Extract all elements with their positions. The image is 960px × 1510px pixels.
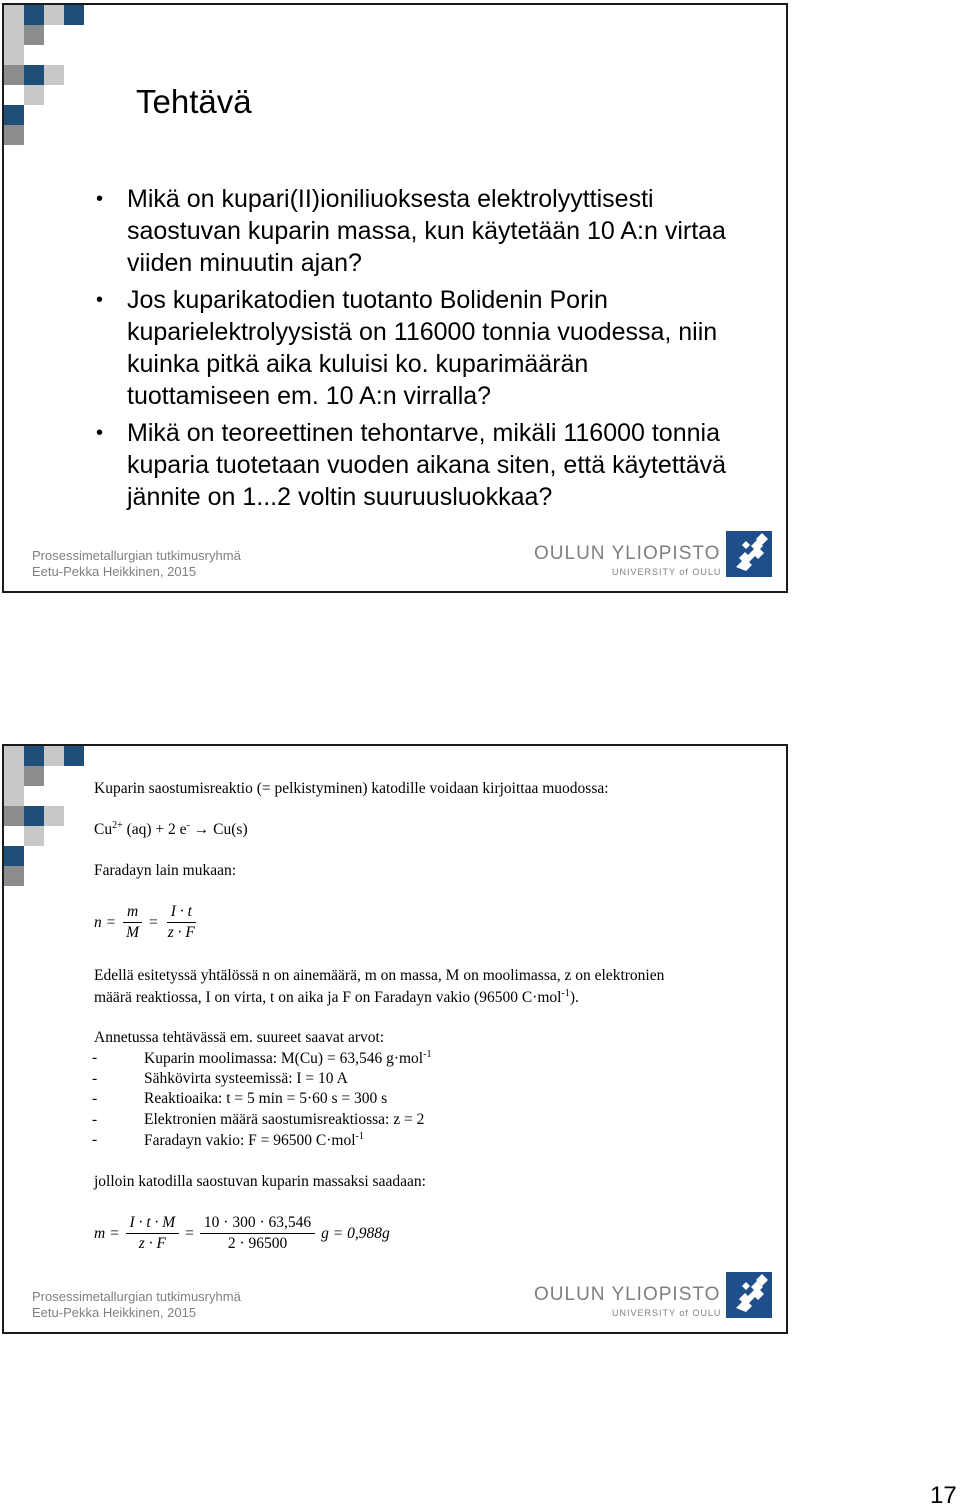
unit-superscript: -1	[561, 988, 570, 999]
dash-marker: -	[92, 1069, 98, 1087]
given-value: Elektronien määrä saostumisreaktiossa: z = 2	[144, 1110, 425, 1128]
electron-superscript: -	[186, 820, 190, 831]
arrow-icon: →	[189, 821, 214, 839]
deco-square	[4, 5, 24, 25]
footer-group: Prosessimetallurgian tutkimusryhmä	[32, 1289, 241, 1304]
explanation-text: määrä reaktiossa, I on virta, t on aika ja F on Faradayn vakio (96500 C·mol	[94, 989, 562, 1007]
bullet-icon: •	[96, 289, 104, 311]
given-value: Sähkövirta systeemissä: I = 10 A	[144, 1069, 348, 1087]
result-heading: jolloin katodilla saostuvan kuparin massaksi saadaan:	[94, 1173, 426, 1190]
fraction-denominator: z · F	[167, 924, 195, 941]
reactant-label: Cu	[94, 821, 113, 839]
logo-sub-text: UNIVERSITY of OULU	[612, 1308, 722, 1318]
deco-square	[24, 25, 44, 45]
deco-square	[4, 866, 24, 886]
deco-square	[24, 806, 44, 826]
university-logo-text	[534, 1284, 722, 1318]
dash-marker: -	[92, 1110, 98, 1128]
deco-square	[4, 766, 24, 786]
fraction	[200, 1214, 315, 1253]
faraday-equation	[94, 903, 199, 942]
fraction	[164, 903, 199, 942]
dash-marker: -	[92, 1090, 98, 1108]
dash-marker: -	[92, 1049, 98, 1066]
deco-square	[4, 65, 24, 85]
bullet-text: Mikä on teoreettinen tehontarve, mikäli 116000 tonnia kuparia tuotetaan vuoden aikana siten, että käytettävä jännite on 1...2 voltin suuruusluokkaa?	[127, 419, 727, 511]
slide-footer	[32, 548, 241, 580]
footer-author: Eetu-Pekka Heikkinen, 2015	[32, 564, 197, 579]
fraction-denominator: z · F	[138, 1235, 166, 1252]
given-value	[144, 1049, 431, 1068]
equation-lhs: n =	[94, 913, 117, 931]
fraction-denominator: M	[126, 924, 140, 941]
faraday-heading: Faradayn lain mukaan:	[94, 862, 237, 879]
given-heading: Annetussa tehtävässä em. suureet saavat arvot:	[94, 1029, 385, 1046]
mass-equation	[94, 1214, 390, 1253]
deco-square	[4, 786, 24, 806]
reaction-equation	[94, 820, 248, 839]
reaction-middle: (aq) + 2 e	[122, 821, 187, 839]
logo-main-text: OULUN YLIOPISTO	[534, 1284, 721, 1305]
task-bullet-list	[94, 183, 734, 518]
reaction-intro: Kuparin saostumisreaktio (= pelkistyminen) katodille voidaan kirjoittaa muodossa:	[94, 780, 609, 797]
given-value: Reaktioaika: t = 5 min = 5·60 s = 300 s	[144, 1090, 388, 1108]
equals-sign: =	[185, 1224, 194, 1242]
bullet-icon: •	[96, 422, 104, 444]
deco-square	[4, 806, 24, 826]
bullet-text: Jos kuparikatodien tuotanto Bolidenin Porin kuparielektrolyysistä on 116000 tonnia vuodessa, niin kuinka pitkä aika kuluisi ko. kuparimäärän tuottamiseen em. 10 A:n virralla?	[127, 286, 718, 410]
given-text: Faradayn vakio: F = 96500 C·mol	[144, 1132, 356, 1150]
deco-square	[4, 125, 24, 145]
logo-main-text: OULUN YLIOPISTO	[534, 543, 721, 564]
explanation-line-1: Edellä esitetyssä yhtälössä n on ainemäärä, m on massa, M on moolimassa, z on elektronien	[94, 967, 665, 984]
fraction-numerator: I · t	[167, 903, 196, 923]
fraction-numerator: m	[123, 903, 142, 923]
fraction-denominator: 2 · 96500	[227, 1235, 288, 1252]
list-item	[94, 284, 734, 412]
unit-superscript: -1	[423, 1049, 432, 1060]
deco-square	[64, 5, 84, 25]
explanation-line-2	[94, 988, 579, 1007]
equation-lhs: m =	[94, 1224, 120, 1242]
unit-superscript: -1	[355, 1131, 364, 1143]
dash-marker: -	[92, 1131, 98, 1149]
deco-square	[4, 45, 24, 65]
fraction	[126, 1214, 180, 1253]
university-logo-text	[534, 543, 722, 577]
deco-square	[44, 746, 64, 766]
given-value	[144, 1131, 364, 1150]
fraction	[122, 903, 143, 942]
given-text: Kuparin moolimassa: M(Cu) = 63,546 g·mol	[144, 1050, 424, 1068]
list-item	[94, 183, 734, 279]
bullet-text: Mikä on kupari(II)ioniliuoksesta elektrolyyttisesti saostuvan kuparin massa, kun käytetään 10 A:n virtaa viiden minuutin ajan?	[127, 185, 726, 277]
fraction-numerator: I · t · M	[126, 1214, 180, 1234]
deco-square	[24, 65, 44, 85]
deco-square	[24, 826, 44, 846]
deco-square	[4, 846, 24, 866]
footer-group: Prosessimetallurgian tutkimusryhmä	[32, 548, 241, 563]
page-number: 17	[930, 1482, 957, 1509]
list-item	[94, 417, 734, 513]
deco-square	[44, 5, 64, 25]
explanation-end: ).	[569, 989, 579, 1007]
charge-superscript: 2+	[112, 820, 123, 831]
deco-square	[44, 806, 64, 826]
slide-footer	[32, 1289, 241, 1321]
logo-sub-text: UNIVERSITY of OULU	[612, 567, 722, 577]
slide-task	[2, 3, 788, 593]
deco-square	[4, 105, 24, 125]
deco-square	[24, 85, 44, 105]
university-logo-icon	[726, 531, 772, 577]
deco-square	[24, 5, 44, 25]
reaction-product: Cu(s)	[213, 821, 248, 839]
fraction-numerator: 10 · 300 · 63,546	[200, 1214, 315, 1234]
deco-square	[64, 746, 84, 766]
equation-result: g = 0,988g	[321, 1224, 390, 1242]
bullet-icon: •	[96, 188, 104, 210]
university-logo-icon	[726, 1272, 772, 1318]
deco-square	[24, 766, 44, 786]
deco-square	[44, 65, 64, 85]
deco-square	[4, 25, 24, 45]
slide-title: Tehtävä	[136, 83, 252, 120]
equals-sign: =	[149, 913, 158, 931]
footer-author: Eetu-Pekka Heikkinen, 2015	[32, 1305, 197, 1320]
deco-square	[4, 746, 24, 766]
deco-square	[24, 746, 44, 766]
